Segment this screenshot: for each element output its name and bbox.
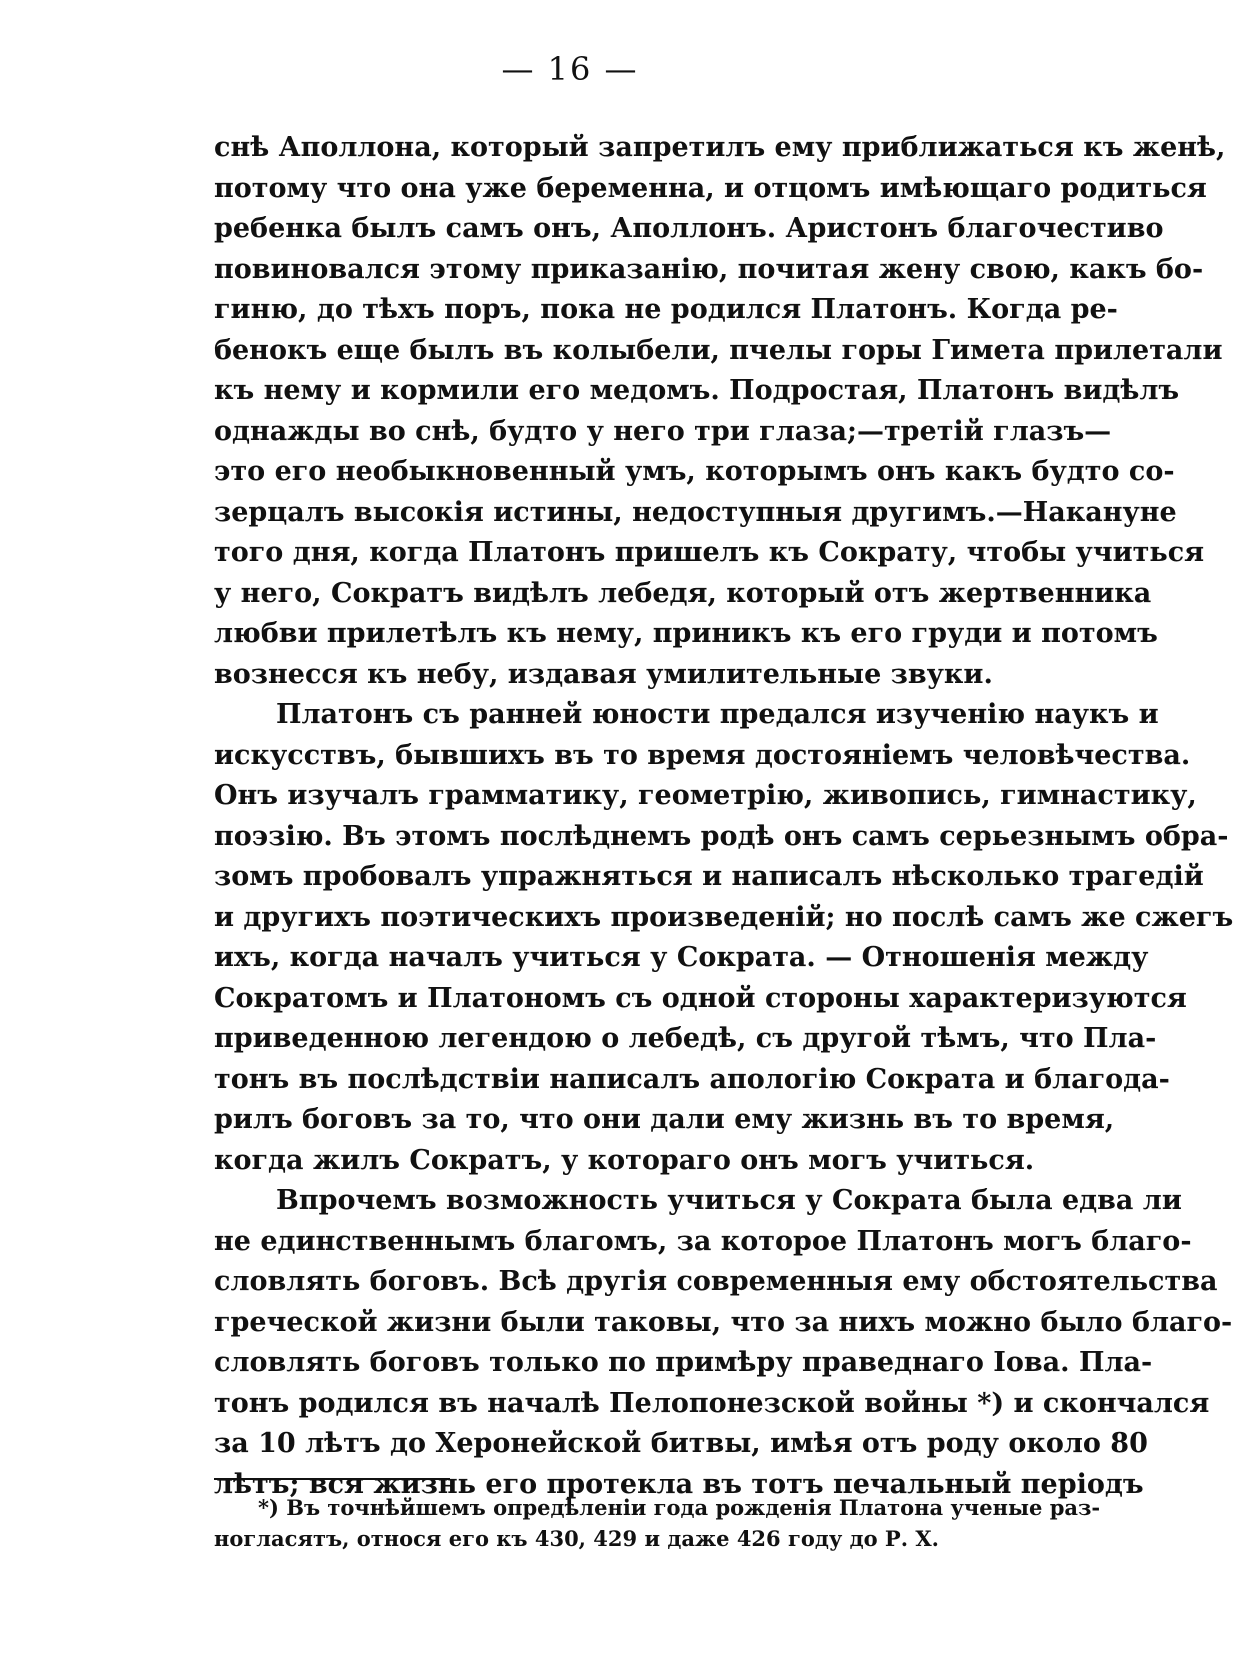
text-line: не единственнымъ благомъ, за которое Платонъ могъ благо- (214, 1225, 1192, 1257)
body-text (214, 128, 1233, 1505)
text-line: тонъ въ послѣдствіи написалъ апологію Сократа и благода- (214, 1063, 1170, 1095)
text-line: Онъ изучалъ грамматику, геометрію, живопись, гимнастику, (214, 780, 1197, 811)
text-line: Впрочемъ возможность учиться у Сократа была едва ли (276, 1185, 1182, 1216)
text-line: того дня, когда Платонъ пришелъ къ Сократу, чтобы учиться (214, 537, 1205, 568)
text-line: это его необыкновенный умъ, которымъ онъ какъ будто со- (214, 456, 1175, 487)
footnote-line: *) Въ точнѣйшемъ опредѣленіи года рожденія Платона ученые раз- (258, 1495, 1101, 1520)
text-line: когда жилъ Сократъ, у котораго онъ могъ учиться. (214, 1144, 1035, 1176)
text-line: бенокъ еще былъ въ колыбели, пчелы горы Гимета прилетали (214, 334, 1223, 366)
text-line: словлять боговъ. Всѣ другія современныя ему обстоятельства (214, 1266, 1218, 1297)
footnote-divider (214, 1478, 450, 1480)
footnote (214, 1492, 1101, 1554)
text-line: и другихъ поэтическихъ произведеній; но послѣ самъ же сжегъ (214, 901, 1233, 933)
text-line: искусствъ, бывшихъ въ то время достояніемъ человѣчества. (214, 739, 1191, 771)
footnote-line: ногласятъ, относя его къ 430, 429 и даже 426 году до Р. Х. (214, 1526, 939, 1551)
text-line: приведенною легендою о лебедѣ, съ другой тѣмъ, что Пла- (214, 1023, 1157, 1054)
text-line: зомъ пробовалъ упражняться и написалъ нѣсколько трагедій (214, 861, 1204, 892)
text-line: любви прилетѣлъ къ нему, приникъ къ его груди и потомъ (214, 618, 1158, 649)
text-line: повиновался этому приказанію, почитая жену свою, какъ бо- (214, 253, 1204, 285)
text-line: Платонъ съ ранней юности предался изученію наукъ и (276, 699, 1159, 730)
text-line: греческой жизни были таковы, что за нихъ можно было благо- (214, 1306, 1233, 1338)
page-number: — 16 — (501, 50, 639, 88)
text-line: потому что она уже беременна, и отцомъ имѣющаго родиться (214, 172, 1207, 204)
text-line: ребенка былъ самъ онъ, Аполлонъ. Аристонъ благочестиво (214, 213, 1164, 244)
text-line: тонъ родился въ началѣ Пелопонезской войны *) и скончался (214, 1387, 1210, 1419)
text-line: лѣтъ; вся жизнь его протекла въ тотъ печальный періодъ (214, 1468, 1144, 1500)
text-line: вознесся къ небу, издавая умилительные звуки. (214, 658, 993, 690)
text-line: снѣ Аполлона, который запретилъ ему приближаться къ женѣ, (214, 132, 1226, 163)
text-line: рилъ боговъ за то, что они дали ему жизнь въ то время, (214, 1104, 1115, 1135)
text-line: у него, Сократъ видѣлъ лебедя, который отъ жертвенника (214, 577, 1152, 609)
text-line: ихъ, когда началъ учиться у Сократа. — Отношенія между (214, 942, 1149, 973)
text-line: Сократомъ и Платономъ съ одной стороны характеризуются (214, 982, 1187, 1014)
text-line: за 10 лѣтъ до Херонейской битвы, имѣя отъ роду около 80 (214, 1428, 1148, 1459)
text-line: словлять боговъ только по примѣру праведнаго Іова. Пла- (214, 1347, 1153, 1378)
text-line: поэзію. Въ этомъ послѣднемъ родѣ онъ самъ серьезнымъ обра- (214, 820, 1229, 852)
text-line: зерцалъ высокія истины, недоступныя другимъ.—Накануне (214, 496, 1177, 528)
text-line: гиню, до тѣхъ поръ, пока не родился Платонъ. Когда ре- (214, 294, 1118, 325)
text-line: къ нему и кормили его медомъ. Подростая, Платонъ видѣлъ (214, 375, 1180, 406)
text-line: однажды во снѣ, будто у него три глаза;—третій глазъ— (214, 415, 1112, 447)
